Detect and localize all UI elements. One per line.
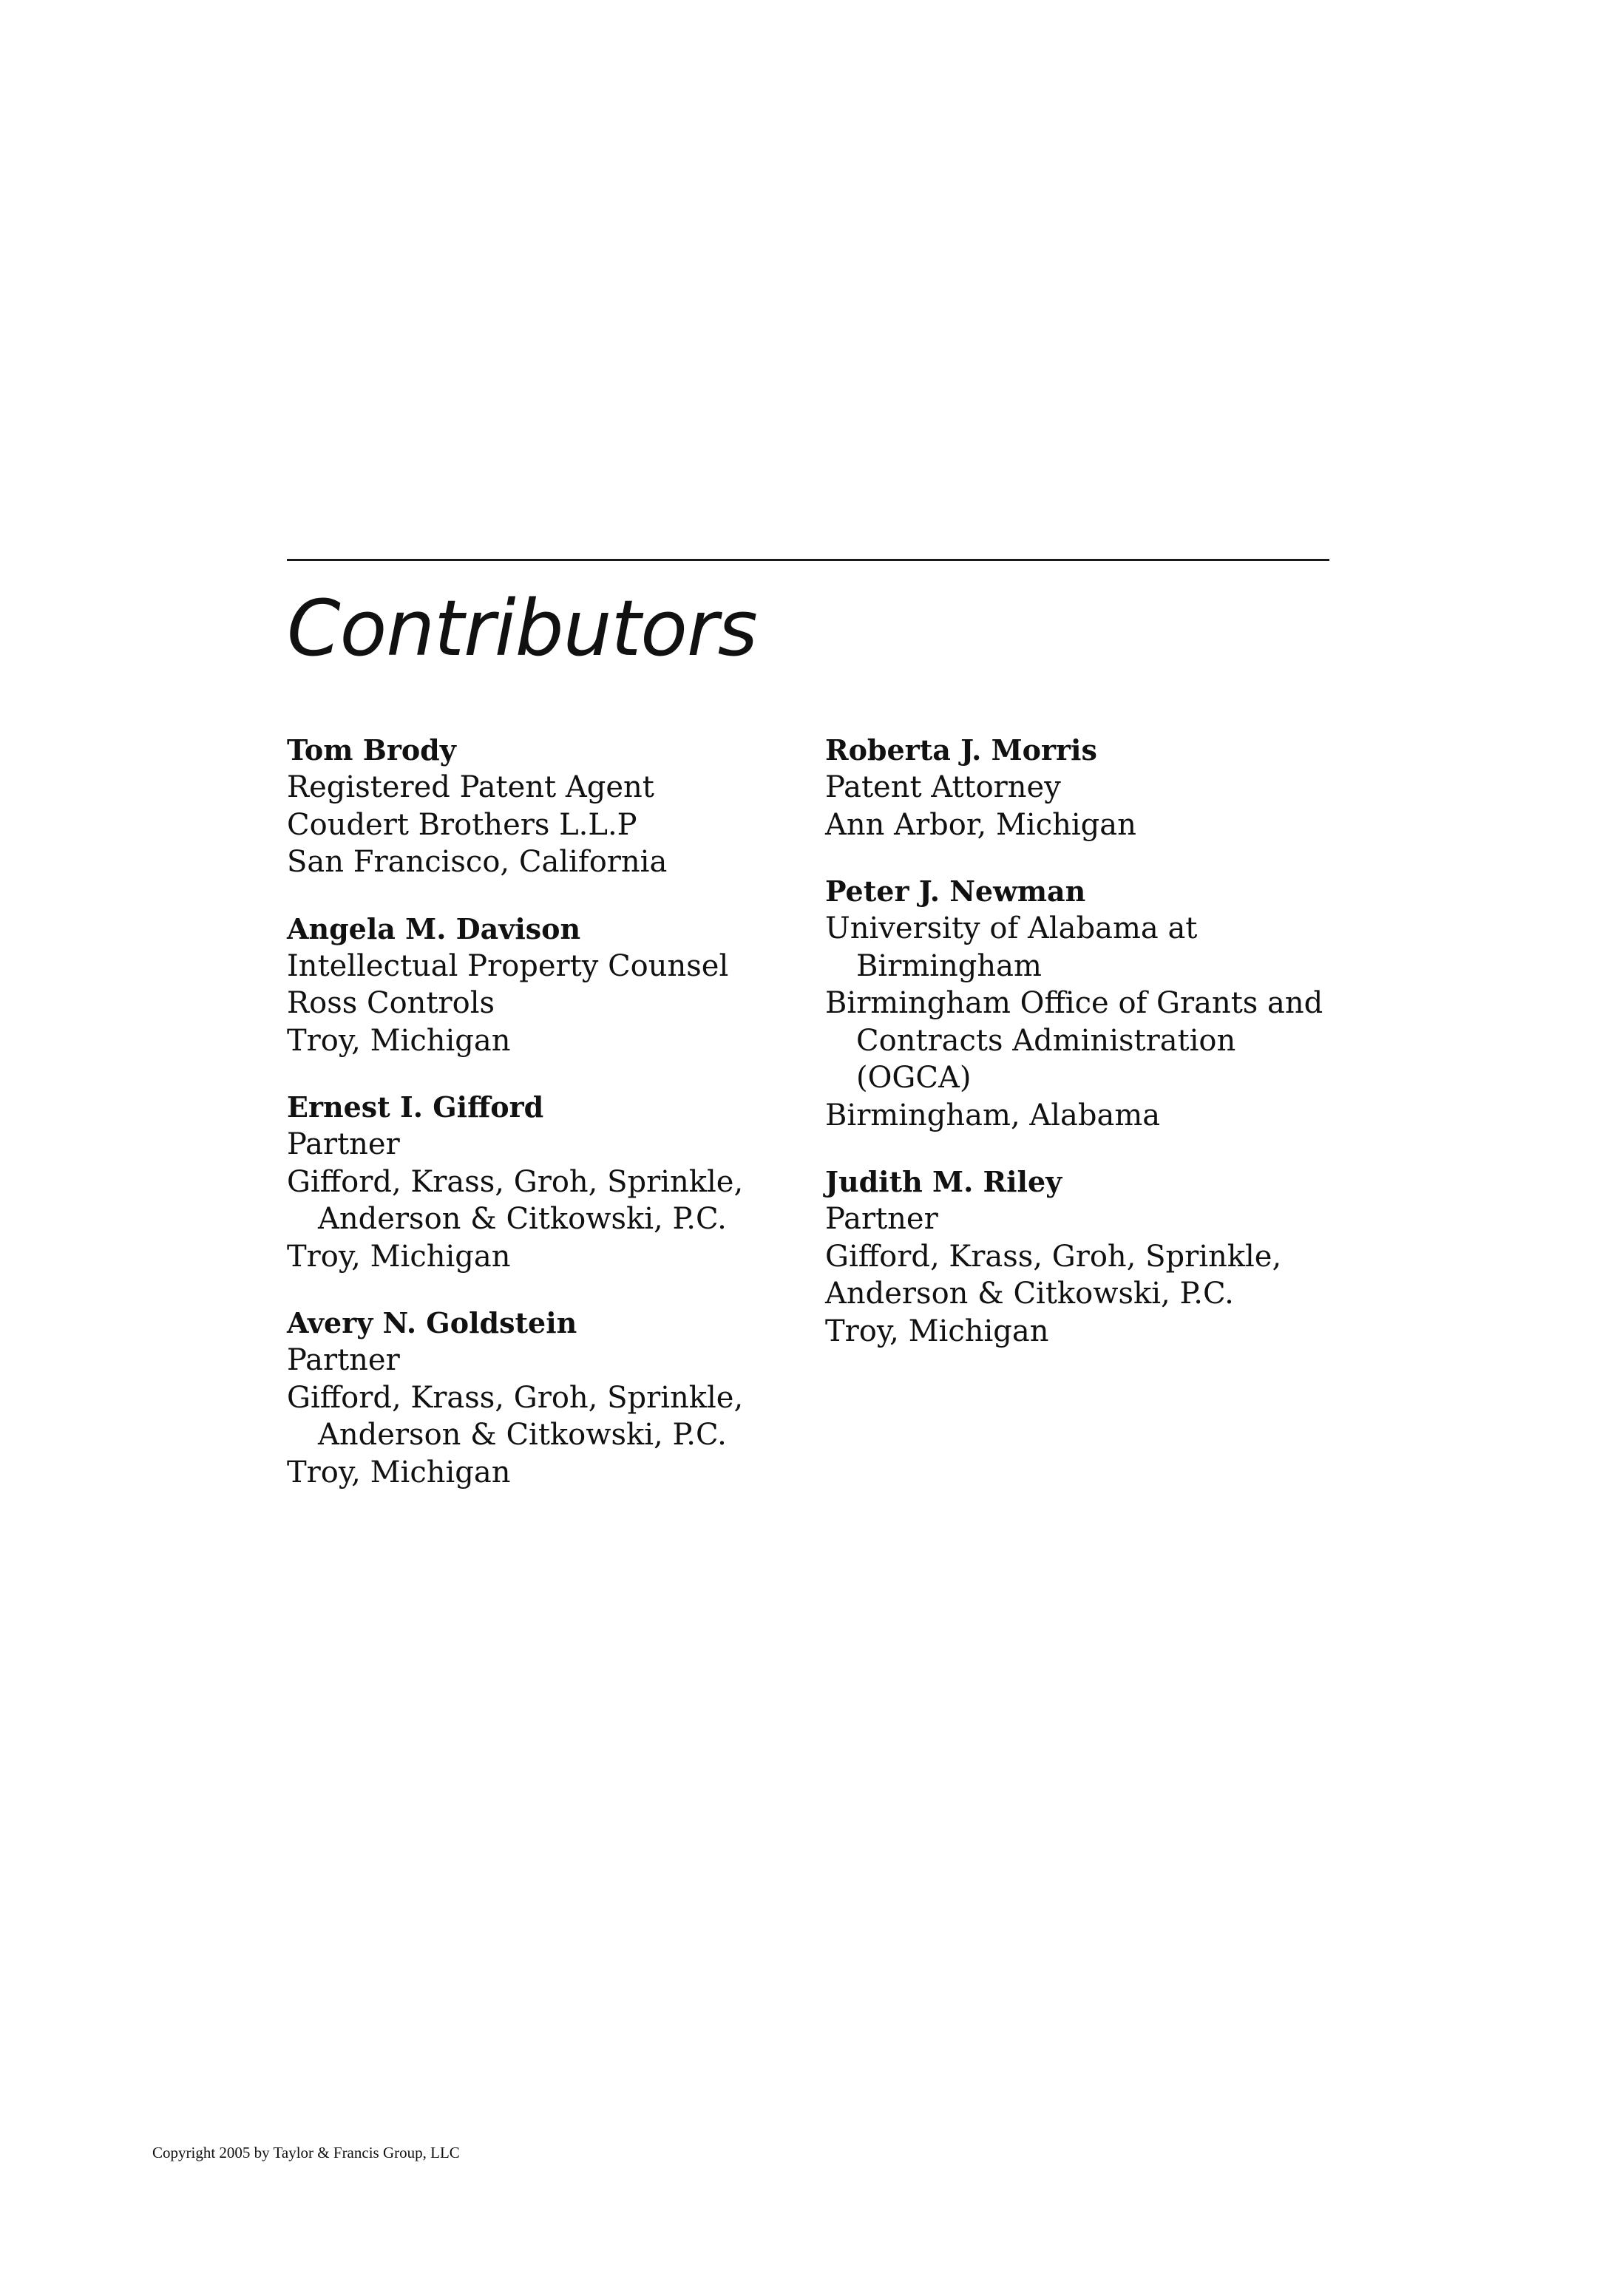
contributors-left-column [287, 732, 819, 1521]
contributor-name: Avery N. Goldstein [287, 1306, 577, 1339]
contributor-affiliation-line: Coudert Brothers L.L.P [287, 807, 637, 842]
contributor-affiliation-line: Troy, Michigan [287, 1023, 511, 1058]
contributor-entry [825, 873, 1357, 1134]
contributor-affiliation-line: Troy, Michigan [825, 1314, 1049, 1348]
contributor-affiliation-line: Patent Attorney [825, 770, 1061, 804]
contributor-name: Tom Brody [287, 733, 456, 767]
contributor-affiliation-line: Anderson & Citkowski, P.C. [318, 1202, 727, 1236]
contributors-right-column [825, 732, 1357, 1379]
contributor-name: Peter J. Newman [825, 874, 1086, 908]
contributor-affiliation-line: Gifford, Krass, Groh, Sprinkle, [287, 1380, 744, 1415]
contributor-affiliation-line: Gifford, Krass, Groh, Sprinkle, [825, 1239, 1282, 1274]
contributor-affiliation-line: Troy, Michigan [287, 1239, 511, 1274]
contributor-affiliation-line: San Francisco, California [287, 845, 668, 879]
contributor-entry [287, 1305, 819, 1491]
contributor-entry [825, 732, 1357, 843]
contributor-affiliation-line: Ross Controls [287, 986, 495, 1020]
contributor-affiliation-line: University of Alabama at [825, 911, 1198, 945]
contributor-affiliation-line: Anderson & Citkowski, P.C. [825, 1277, 1234, 1311]
contributor-entry [287, 1089, 819, 1275]
contributor-name: Ernest I. Gifford [287, 1090, 544, 1124]
page-title: Contributors [287, 583, 757, 673]
contributor-affiliation-line: Contracts Administration [856, 1023, 1236, 1058]
contributor-name: Roberta J. Morris [825, 733, 1097, 767]
contributor-entry [825, 1164, 1357, 1350]
contributor-affiliation-line: Anderson & Citkowski, P.C. [318, 1418, 727, 1452]
contributor-affiliation-line: Intellectual Property Counsel [287, 948, 729, 983]
contributor-affiliation-line: (OGCA) [856, 1061, 972, 1095]
contributor-affiliation-line: Ann Arbor, Michigan [825, 807, 1136, 842]
contributor-name: Angela M. Davison [287, 911, 581, 945]
contributor-affiliation-line: Birmingham, Alabama [825, 1098, 1161, 1132]
contributor-affiliation-line: Partner [287, 1343, 400, 1377]
contributor-affiliation-line: Partner [287, 1127, 400, 1161]
contributor-affiliation-line: Birmingham Office of Grants and [825, 986, 1323, 1020]
contributor-name: Judith M. Riley [825, 1165, 1062, 1198]
contributor-affiliation-line: Registered Patent Agent [287, 770, 654, 804]
contributor-affiliation-line: Troy, Michigan [287, 1455, 511, 1490]
title-rule [287, 559, 1329, 561]
contributor-affiliation-line: Partner [825, 1202, 938, 1236]
contributor-affiliation-line: Gifford, Krass, Groh, Sprinkle, [287, 1164, 744, 1199]
contributor-entry [287, 911, 819, 1060]
contributor-entry [287, 732, 819, 881]
copyright-notice: Copyright 2005 by Taylor & Francis Group, LLC [152, 2144, 460, 2161]
contributor-affiliation-line: Birmingham [856, 948, 1042, 983]
